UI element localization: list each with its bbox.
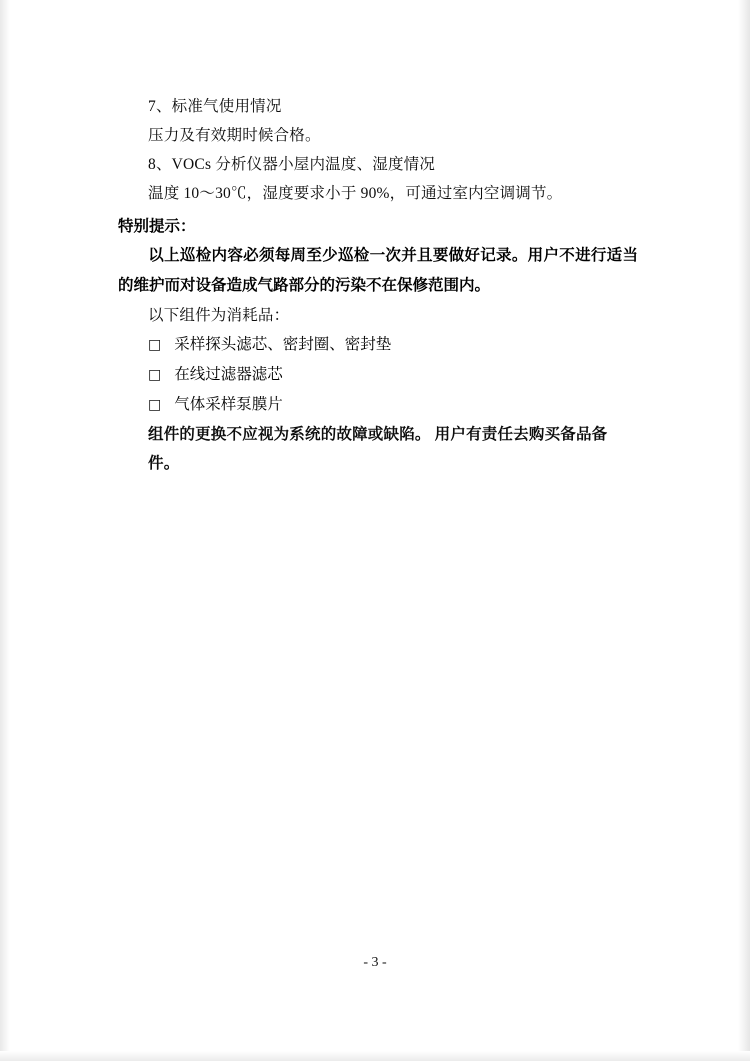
closing-note: 组件的更换不应视为系统的故障或缺陷。 用户有责任去购买备品备件。: [148, 426, 608, 472]
special-notice-text: 以上巡检内容必须每周至少巡检一次并且要做好记录。用户不进行适当的维护而对设备造成气路部分的污染不在保修范围内。: [118, 247, 638, 294]
page-number: - 3 -: [363, 955, 387, 970]
special-notice-label: 特别提示：: [118, 218, 196, 235]
scan-edge-left: [0, 0, 10, 1061]
section-body-8: 温度 10～30℃，湿度要求小于 90%，可通过室内空调调节。: [148, 185, 563, 202]
scan-edge-right: [738, 0, 750, 1061]
checkbox-icon[interactable]: □: [148, 337, 162, 353]
list-item-label: 在线过滤器滤芯: [174, 366, 283, 383]
document-body: [118, 92, 638, 478]
section-heading-7: 7、标准气使用情况: [148, 98, 282, 115]
scan-edge-bottom: [0, 1051, 750, 1061]
list-item-label: 气体采样泵膜片: [174, 396, 283, 413]
list-item: [118, 390, 638, 420]
list-item-label: 采样探头滤芯、密封圈、密封垫: [174, 336, 392, 353]
section-heading-8: 8、VOCs 分析仪器小屋内温度、湿度情况: [148, 156, 436, 173]
checkbox-icon[interactable]: □: [148, 367, 162, 383]
consumables-intro: 以下组件为消耗品：: [148, 307, 290, 324]
special-notice-body: [118, 241, 638, 301]
checkbox-icon[interactable]: □: [148, 397, 162, 413]
list-item: [118, 360, 638, 390]
section-body-7: 压力及有效期时候合格。: [148, 127, 321, 144]
list-item: [118, 330, 638, 360]
special-notice: [118, 212, 638, 301]
